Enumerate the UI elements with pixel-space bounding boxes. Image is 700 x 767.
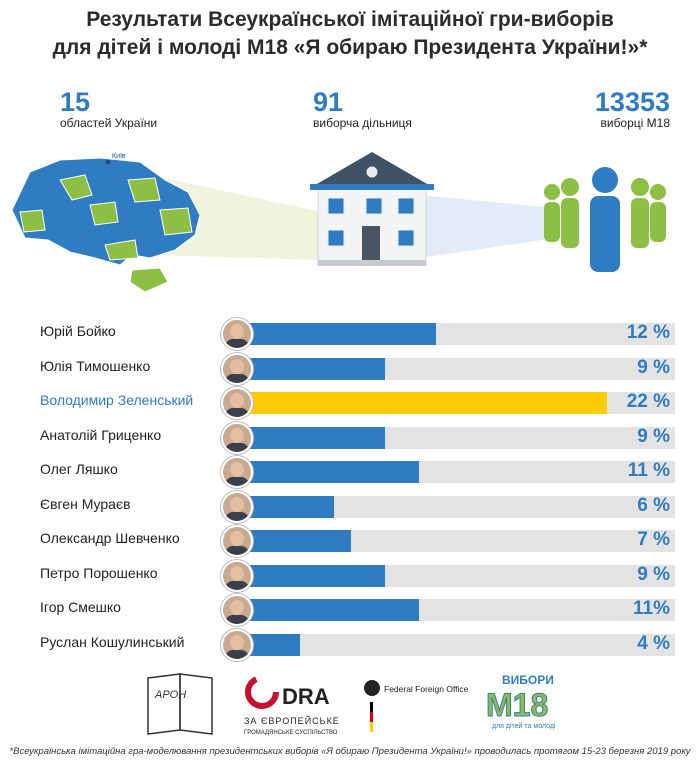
house-icon — [310, 152, 434, 266]
candidate-name: Юрій Бойко — [40, 323, 116, 339]
voters-people-icon — [544, 167, 666, 272]
chart-row — [0, 353, 700, 381]
house-to-people-cone — [420, 195, 555, 258]
bar — [232, 392, 607, 414]
percent-label: 9 % — [637, 356, 670, 378]
candidate-photo — [221, 525, 253, 557]
map-city-label: Київ — [112, 153, 126, 160]
m18-logo-main: М18 — [486, 687, 549, 723]
stat-voters-number: 13353 — [594, 87, 670, 117]
percent-label: 6 % — [637, 494, 670, 516]
aron-logo-text: АРОН — [155, 689, 187, 701]
candidate-photo — [221, 629, 253, 661]
bar — [232, 565, 385, 587]
bar-track — [232, 461, 675, 483]
candidate-name: Руслан Кошулинський — [40, 633, 185, 650]
candidate-name: Євген Мураєв — [40, 495, 131, 512]
dra-logo — [244, 678, 340, 736]
bar — [232, 599, 419, 621]
title-line-1: Результати Всеукраїнської імітаційної гри-виборів — [86, 8, 614, 31]
stat-regions-label: областей України — [60, 116, 158, 130]
bar-track — [232, 496, 675, 518]
chart-row — [0, 594, 700, 622]
candidate-photo — [221, 560, 253, 592]
candidate-name: Олександр Шевченко — [40, 530, 180, 546]
candidate-photo — [221, 491, 253, 523]
candidate-name: Ігор Смешко — [40, 599, 121, 615]
chart-row — [0, 629, 700, 657]
candidate-photo — [221, 387, 253, 419]
candidate-photo — [221, 353, 253, 385]
m18-logo-sub: для дітей та молоді — [492, 723, 556, 730]
chart-row — [0, 560, 700, 588]
percent-label: 11 % — [627, 460, 670, 481]
chart-row — [0, 456, 700, 484]
bar-track — [232, 427, 675, 449]
m18-logo-top: ВИБОРИ — [502, 673, 554, 687]
ukraine-map — [12, 153, 200, 292]
bar-track — [232, 599, 675, 621]
title-line-2: для дітей і молоді М18 «Я обираю Президента України!»* — [52, 36, 648, 59]
candidate-photo — [221, 594, 253, 626]
chart-row — [0, 491, 700, 519]
bar-track — [232, 358, 675, 380]
dra-logo-sub2: ГРОМАДЯНСЬКЕ СУСПІЛЬСТВО — [244, 730, 338, 736]
percent-label: 11% — [633, 598, 670, 619]
candidate-name: Юлія Тимошенко — [40, 357, 151, 374]
dra-logo-sub1: ЗА ЄВРОПЕЙСЬКЕ — [244, 716, 340, 726]
stat-regions — [60, 88, 157, 131]
percent-label: 7 % — [637, 529, 670, 550]
m18-logo — [486, 673, 556, 730]
percent-label: 12 % — [626, 322, 670, 343]
stat-stations-label: виборча дільниця — [313, 116, 412, 130]
candidate-name: Анатолій Гриценко — [40, 426, 162, 443]
bar-track — [232, 323, 675, 345]
candidate-photo — [221, 318, 253, 350]
stat-stations — [313, 88, 412, 131]
percent-label: 9 % — [637, 425, 670, 447]
bar-track — [232, 530, 675, 552]
footnote: *Всеукраїнська імітаційна гра-моделювання президентських виборів «Я обираю Президента України!» проводилась протягом 15-23 березня 2019 року — [9, 746, 691, 757]
bar-track — [232, 565, 675, 587]
bar — [232, 427, 385, 449]
bar-track — [232, 392, 675, 414]
candidate-photo — [221, 456, 253, 488]
federal-foreign-office-logo — [364, 680, 469, 732]
chart-row — [0, 422, 700, 450]
bar — [232, 461, 419, 483]
candidate-name: Володимир Зеленський — [40, 392, 194, 408]
percent-label: 9 % — [637, 563, 670, 585]
chart-row — [0, 318, 700, 346]
percent-label: 4 % — [637, 632, 670, 654]
bar — [232, 358, 385, 380]
stat-voters-label: виборці М18 — [600, 116, 670, 130]
aron-logo — [148, 674, 212, 734]
candidate-name: Петро Порошенко — [40, 564, 158, 581]
candidate-name: Олег Ляшко — [40, 461, 118, 477]
chart-row — [0, 525, 700, 553]
candidate-photo — [221, 422, 253, 454]
percent-label: 22 % — [626, 391, 670, 412]
stat-voters — [574, 88, 670, 131]
stat-stations-number: 91 — [313, 87, 344, 117]
bar — [232, 323, 436, 345]
dra-logo-text: DRA — [282, 684, 330, 709]
stat-regions-number: 15 — [60, 87, 91, 117]
infographic-illustration — [0, 140, 700, 310]
kyiv-marker — [106, 160, 111, 165]
page-title — [0, 6, 700, 62]
ffo-logo-text: Federal Foreign Office — [384, 684, 469, 694]
logos-strip — [0, 668, 700, 738]
bar-track — [232, 634, 675, 656]
chart-row — [0, 387, 700, 415]
